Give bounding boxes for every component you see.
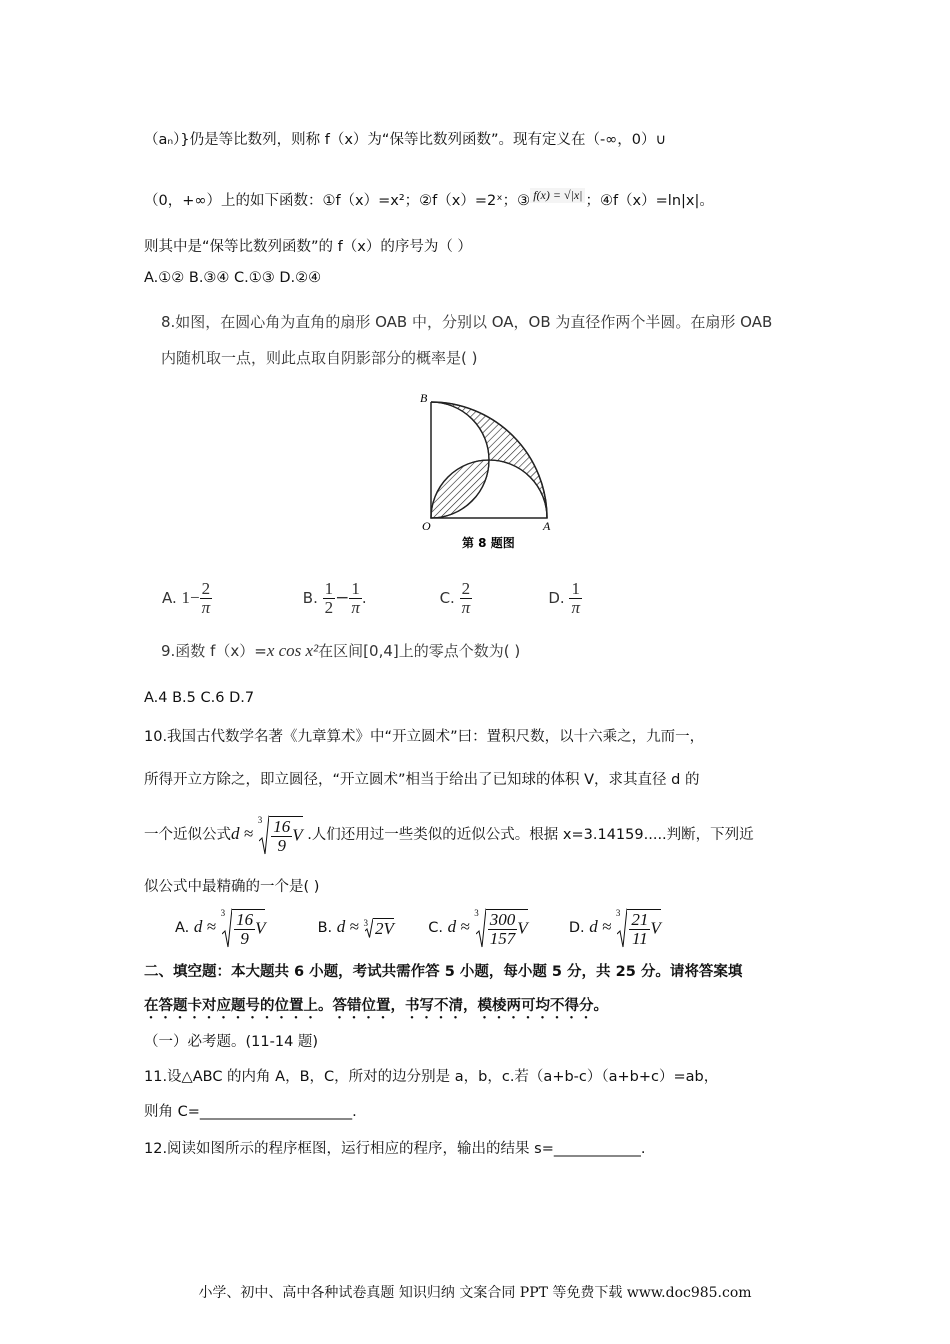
section2-line2: 在答题卡对应题号的位置上。答错位置，书写不清，模棱两可均不得分。 (144, 998, 608, 1014)
radical-sign-icon (365, 918, 373, 938)
radical-sign-icon (259, 815, 269, 855)
radical-sign-icon (617, 908, 627, 948)
q10-line2: 所得开立方除之，即立圆径，“开立圆术”相当于给出了已知球的体积 V，求其直径 d 的 (144, 772, 700, 788)
q8-option-b: B. $\frac{1}{2}$ − $\frac{1}{\pi}$ . (302, 579, 367, 617)
label-a: A (543, 519, 551, 533)
label-o: O (422, 519, 431, 533)
q11-line1: 11.设△ABC 的内角 A，B，C，所对的边分别是 a，b，c.若（a+b-c）（a+b+c）=ab， (144, 1069, 719, 1085)
q12-line: 12.阅读如图所示的程序框图，运行相应的程序，输出的结果 s=____________. (144, 1141, 646, 1157)
q10-option-d: D. d ≈ 3 $\frac{21}{11}$ V (568, 908, 661, 948)
q10-option-a: A. d ≈ 3 $\frac{16}{9}$ V (175, 908, 266, 948)
q7-line3: 则其中是“保等比数列函数”的 f（x）的序号为（ ） (144, 239, 472, 255)
q10-options (175, 908, 661, 948)
q10-option-b: B. d ≈ 3 2V (317, 917, 394, 938)
footer-text: 小学、初中、高中各种试卷真题 知识归纳 文案合同 PPT 等免费下载 www.doc985.com (198, 1285, 752, 1301)
section2-line1: 二、填空题：本大题共 6 小题，考试共需作答 5 小题，每小题 5 分，共 25 分。请将答案填 (144, 964, 743, 980)
q7-line2-a: （0，+∞）上的如下函数：①f（x）=x²；②f（x）=2ˣ；③ (144, 192, 531, 209)
q11-line2: 则角 C=_____________________. (144, 1104, 357, 1120)
q8-option-d: D. $\frac{1}{\pi}$ (548, 579, 580, 617)
radical-sign-icon (222, 908, 232, 948)
q7-line2-b: ；④f（x）=ln|x|。 (585, 192, 714, 209)
radical: 3 $\frac{16}{9}$ V (257, 815, 303, 855)
q9-options: A.4 B.5 C.6 D.7 (144, 690, 255, 706)
q8-figure (410, 385, 560, 555)
q7-formula3: f(x) = √|x| (530, 188, 585, 203)
q8-option-c: C. $\frac{2}{\pi}$ (439, 579, 471, 617)
q10-option-c: C. d ≈ 3 $\frac{300}{157}$ V (428, 908, 528, 948)
q8-line2: 内随机取一点，则此点取自阴影部分的概率是( ) (161, 349, 478, 367)
q7-line1: （aₙ）}仍是等比数列，则称 f（x）为“保等比数列函数”。现有定义在（-∞，0）∪ (144, 132, 667, 148)
q10-line1: 10.我国古代数学名著《九章算术》中“开立圆术”曰：置积尺数，以十六乘之，九而一， (144, 729, 705, 745)
label-b: B (420, 391, 428, 405)
subsection-required: （一）必考题。(11-14 题) (144, 1034, 319, 1050)
q8-option-a: A. 1− $\frac{2}{\pi}$ (162, 579, 211, 617)
q10-line4: 似公式中最精确的一个是( ) (144, 879, 320, 895)
q10-line3: 一个近似公式d ≈ 3 $\frac{16}{9}$ V .人们还用过一些类似的近似公式。根据 x=3.14159.....判断，下列近 (144, 815, 754, 855)
q8-options (162, 580, 582, 617)
q9-line: 9.函数 f（x）=x cos x²在区间[0,4]上的零点个数为( ) (161, 641, 521, 660)
q7-line2 (144, 188, 714, 210)
figure-caption: 第 8 题图 (462, 536, 515, 550)
shaded-region-inner (431, 460, 489, 518)
radical-sign-icon (476, 908, 486, 948)
q8-line1: 8.如图，在圆心角为直角的扇形 OAB 中，分别以 OA，OB 为直径作两个半圆。在扇形 OAB (161, 313, 773, 331)
q7-options: A.①② B.③④ C.①③ D.②④ (144, 270, 322, 286)
